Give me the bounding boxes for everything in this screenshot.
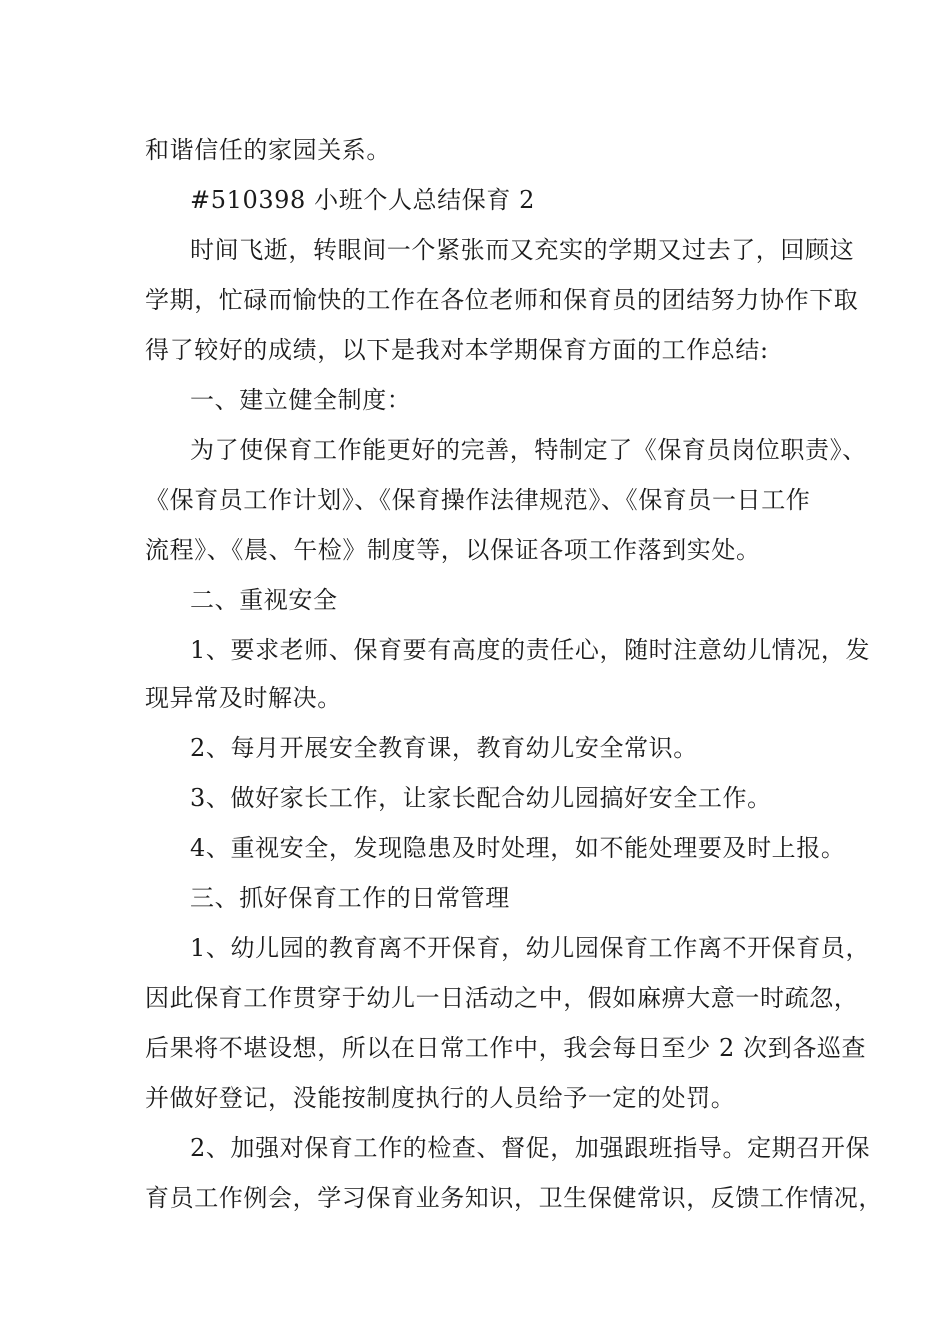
text-line: 2、每月开展安全教育课，教育幼儿安全常识。: [190, 734, 698, 762]
text-line: 得了较好的成绩，以下是我对本学期保育方面的工作总结:: [145, 336, 769, 364]
text-line: 因此保育工作贯穿于幼儿一日活动之中，假如麻痹大意一时疏忽，: [145, 984, 859, 1012]
heading-1: 一、建立健全制度：: [190, 386, 412, 414]
text-line: 1、幼儿园的教育离不开保育，幼儿园保育工作离不开保育员，: [190, 934, 871, 962]
text-line: 时间飞逝，转眼间一个紧张而又充实的学期又过去了，回顾这: [190, 236, 855, 264]
text-line: 学期，忙碌而愉快的工作在各位老师和保育员的团结努力协作下取: [145, 286, 859, 314]
heading-2: 二、重视安全: [190, 586, 338, 614]
text-line: 3、做好家长工作，让家长配合幼儿园搞好安全工作。: [190, 784, 772, 812]
text-line: 《保育员工作计划》、《保育操作法律规范》、《保育员一日工作: [145, 486, 811, 514]
text-line: 1、要求老师、保育要有高度的责任心，随时注意幼儿情况，发: [190, 636, 871, 664]
text-line: 2、加强对保育工作的检查、督促，加强跟班指导。定期召开保: [190, 1134, 871, 1162]
text-line: 后果将不堪设想，所以在日常工作中，我会每日至少 2 次到各巡查: [145, 1034, 867, 1062]
text-line: 为了使保育工作能更好的完善，特制定了《保育员岗位职责》、: [190, 436, 867, 464]
text-line: 和谐信任的家园关系。: [145, 136, 391, 164]
text-line: 4、重视安全，发现隐患及时处理，如不能处理要及时上报。: [190, 834, 846, 862]
text-line: 并做好登记，没能按制度执行的人员给予一定的处罚。: [145, 1084, 736, 1112]
text-line: 现异常及时解决。: [145, 684, 342, 712]
heading-3: 三、抓好保育工作的日常管理: [190, 884, 510, 912]
text-line: 流程》、《晨、午检》制度等，以保证各项工作落到实处。: [145, 536, 761, 564]
text-line: 育员工作例会，学习保育业务知识，卫生保健常识，反馈工作情况，: [145, 1184, 883, 1212]
section-title: #510398 小班个人总结保育 2: [190, 186, 536, 214]
